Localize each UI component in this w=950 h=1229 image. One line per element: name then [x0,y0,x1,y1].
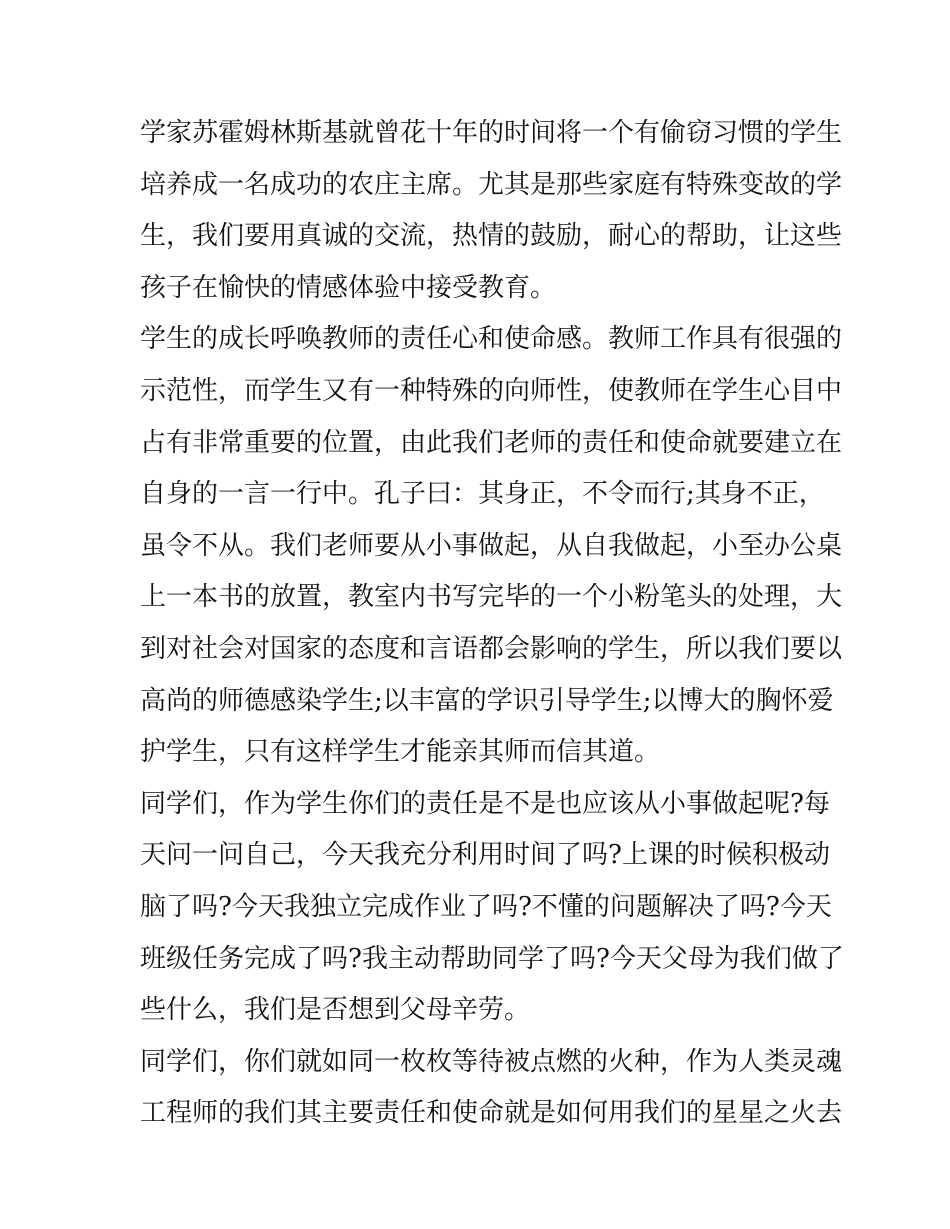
text-line: 高尚的师德感染学生;以丰富的学识引导学生;以博大的胸怀爱 [140,685,834,716]
text-line: 学家苏霍姆林斯基就曾花十年的时间将一个有偷窃习惯的学生 [140,118,843,148]
text-line: 培养成一名成功的农庄主席。尤其是那些家庭有特殊变故的学 [140,169,843,200]
text-line: 生，我们要用真诚的交流，热情的鼓励，耐心的帮助，让这些 [140,221,843,252]
text-line: 上一本书的放置，教室内书写完毕的一个小粉笔头的处理，大 [140,582,843,613]
text-line: 脑了吗?今天我独立完成作业了吗?不懂的问题解决了吗?今天 [140,891,832,922]
text-line: 同学们，作为学生你们的责任是不是也应该从小事做起呢?每 [140,788,830,819]
text-line: 示范性，而学生又有一种特殊的向师性，使教师在学生心目中 [140,375,843,406]
text-line: 工程师的我们其主要责任和使命就是如何用我们的星星之火去 [140,1098,843,1129]
text-line: 同学们，你们就如同一枚枚等待被点燃的火种，作为人类灵魂 [140,1046,843,1077]
text-line: 虽令不从。我们老师要从小事做起，从自我做起，小至办公桌 [140,530,843,561]
text-line: 班级任务完成了吗?我主动帮助同学了吗?今天父母为我们做了 [140,943,844,974]
document-body-text [140,108,844,1140]
text-line: 到对社会对国家的态度和言语都会影响的学生，所以我们要以 [140,633,843,664]
text-line: 自身的一言一行中。孔子曰：其身正，不令而行;其身不正， [140,479,825,510]
text-line: 护学生，只有这样学生才能亲其师而信其道。 [140,737,661,768]
text-line: 天问一问自己，今天我充分利用时间了吗?上课的时候积极动 [140,840,830,871]
text-line: 孩子在愉快的情感体验中接受教育。 [140,272,557,303]
text-line: 学生的成长呼唤教师的责任心和使命感。教师工作具有很强的 [140,324,843,355]
text-line: 些什么，我们是否想到父母辛劳。 [140,995,531,1026]
text-line: 占有非常重要的位置，由此我们老师的责任和使命就要建立在 [140,427,843,458]
